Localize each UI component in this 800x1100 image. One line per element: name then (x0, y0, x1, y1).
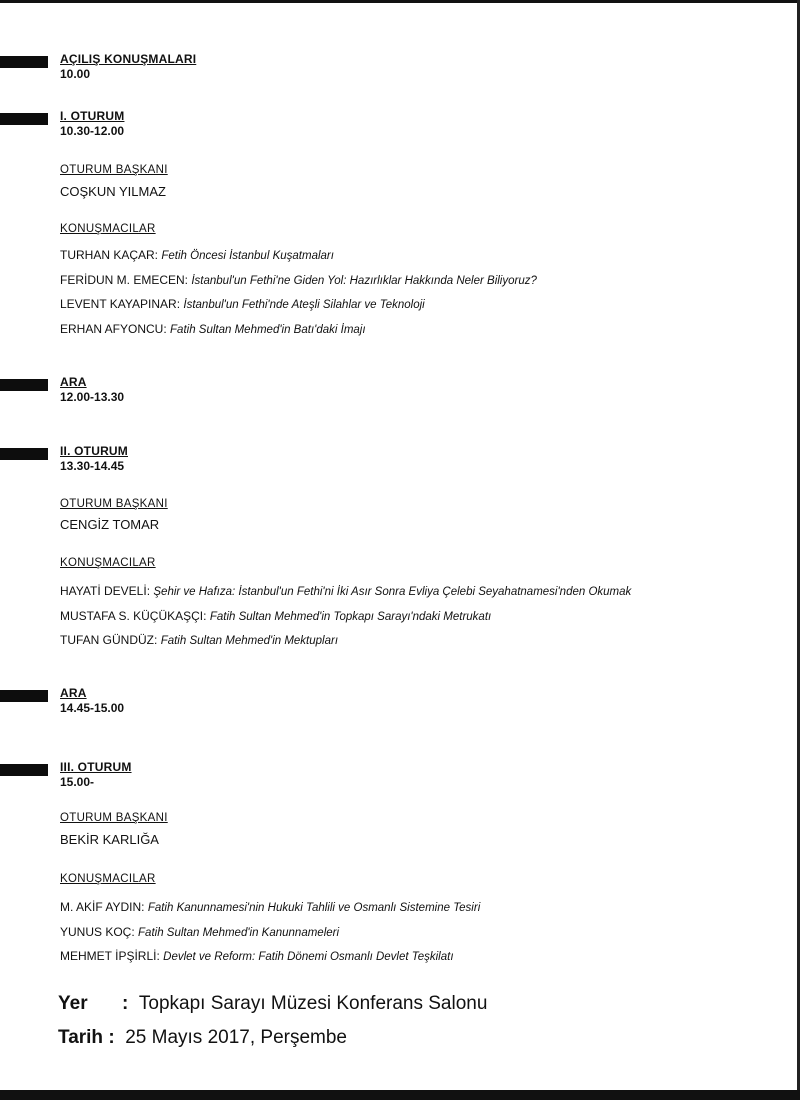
speaker-list (60, 896, 480, 970)
venue-row (58, 993, 487, 1015)
session-time: 15.00- (60, 775, 95, 789)
chair-label: OTURUM BAŞKANI (60, 164, 168, 176)
venue-label: Yer (58, 993, 88, 1014)
speaker-name: MUSTAFA S. KÜÇÜKAŞÇI: (60, 608, 207, 623)
speakers-label: KONUŞMACILAR (60, 223, 156, 235)
speaker-name: HAYATİ DEVELİ: (60, 584, 151, 598)
session-heading: II. OTURUM (60, 444, 128, 458)
section-marker-bar (0, 113, 48, 125)
speaker-row (60, 945, 480, 970)
section-marker-bar (0, 690, 48, 702)
speaker-row (60, 269, 537, 294)
section-marker-bar (0, 764, 48, 776)
break-heading: ARA (60, 375, 87, 389)
break-heading: ARA (60, 686, 87, 700)
speaker-name: YUNUS KOÇ: (60, 924, 135, 939)
talk-title: Fatih Sultan Mehmed'in Kanunnameleri (138, 926, 340, 939)
speakers-label: KONUŞMACILAR (60, 557, 156, 569)
talk-title: Devlet ve Reform: Fatih Dönemi Osmanlı Devlet Teşkilatı (163, 951, 454, 963)
talk-title: Şehir ve Hafıza: İstanbul'un Fethi'ni İki Asır Sonra Evliya Çelebi Seyahatnamesi'nden Okumak (153, 586, 632, 598)
venue-value: Topkapı Sarayı Müzesi Konferans Salonu (138, 993, 488, 1014)
talk-title: Fatih Kanunnamesi'nin Hukuki Tahlili ve Osmanlı Sistemine Tesiri (147, 902, 481, 914)
talk-title: Fatih Sultan Mehmed'in Topkapı Sarayı'ndaki Metrukatı (209, 610, 492, 623)
chair-name: CENGİZ TOMAR (60, 517, 160, 532)
session-time: 13.30-14.45 (60, 459, 125, 473)
speaker-name: TUFAN GÜNDÜZ: (60, 633, 158, 647)
speaker-name: TURHAN KAÇAR: (60, 248, 159, 262)
chair-name: COŞKUN YILMAZ (60, 184, 166, 199)
talk-title: Fatih Sultan Mehmed'in Batı'daki İmajı (170, 323, 366, 336)
talk-title: Fetih Öncesi İstanbul Kuşatmaları (161, 250, 334, 262)
talk-title: Fatih Sultan Mehmed'in Mektupları (160, 635, 339, 647)
break-time: 14.45-15.00 (60, 701, 125, 715)
speaker-name: ERHAN AFYONCU: (60, 321, 167, 336)
chair-label: OTURUM BAŞKANI (60, 812, 168, 824)
speaker-list (60, 244, 537, 342)
chair-label: OTURUM BAŞKANI (60, 498, 168, 510)
chair-name: BEKİR KARLIĞA (60, 832, 159, 847)
session-heading: I. OTURUM (60, 109, 125, 123)
speaker-row (60, 318, 537, 343)
venue-colon: : (122, 993, 129, 1014)
speaker-list (60, 580, 631, 654)
date-value: 25 Mayıs 2017, Perşembe (125, 1027, 348, 1048)
speakers-label: KONUŞMACILAR (60, 873, 156, 885)
speaker-row (60, 921, 480, 946)
bottom-border (0, 1090, 800, 1100)
speaker-row (60, 896, 480, 921)
date-colon: : (108, 1027, 115, 1048)
speaker-name: FERİDUN M. EMECEN: (60, 272, 189, 287)
date-row (58, 1027, 347, 1049)
speaker-name: M. AKİF AYDIN: (60, 900, 145, 914)
opening-time: 10.00 (60, 67, 91, 81)
opening-heading: AÇILIŞ KONUŞMALARI (60, 52, 197, 66)
speaker-name: LEVENT KAYAPINAR: (60, 297, 181, 311)
talk-title: İstanbul'un Fethi'nde Ateşli Silahlar ve Teknoloji (183, 299, 425, 311)
speaker-name: MEHMET İPŞİRLİ: (60, 949, 160, 963)
speaker-row (60, 244, 537, 269)
speaker-row (60, 629, 631, 654)
top-border (0, 0, 800, 3)
break-time: 12.00-13.30 (60, 390, 125, 404)
section-marker-bar (0, 379, 48, 391)
speaker-row (60, 605, 631, 630)
speaker-row (60, 293, 537, 318)
section-marker-bar (0, 56, 48, 68)
session-time: 10.30-12.00 (60, 124, 125, 138)
section-marker-bar (0, 448, 48, 460)
date-label: Tarih (58, 1027, 104, 1048)
talk-title: İstanbul'un Fethi'ne Giden Yol: Hazırlıklar Hakkında Neler Biliyoruz? (191, 274, 537, 287)
speaker-row (60, 580, 631, 605)
session-heading: III. OTURUM (60, 760, 132, 774)
